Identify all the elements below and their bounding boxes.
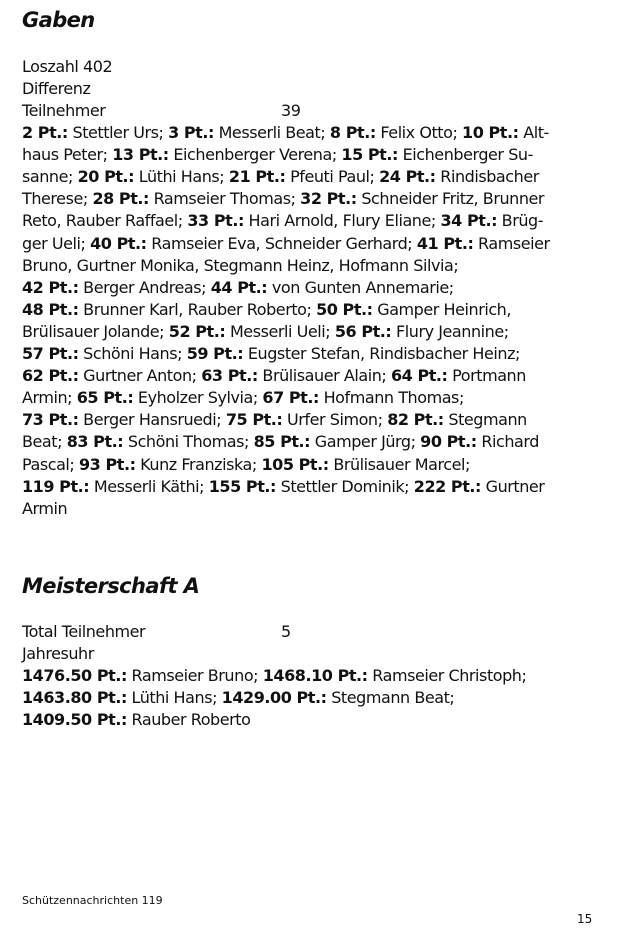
participant-names: Richard [476, 432, 539, 452]
teilnehmer-value: 39 [281, 101, 301, 120]
participant-names: Schöni Hans; [78, 344, 187, 363]
points-label: 62 Pt.: [22, 366, 79, 386]
points-label: 105 Pt.: [261, 454, 329, 474]
points-label: 42 Pt.: [22, 277, 79, 297]
points-label: 40 Pt.: [90, 233, 147, 253]
participant-names: Urfer Simon; [282, 410, 388, 430]
participant-names: Alt- [518, 123, 549, 142]
points-label: 119 Pt.: [22, 476, 90, 496]
points-label: 3 Pt.: [168, 123, 214, 142]
section-heading-meisterschaft: Meisterschaft A [22, 574, 200, 598]
points-label: 1463.80 Pt.: [22, 688, 127, 707]
gaben-result-line [22, 431, 539, 453]
participant-names: haus Peter; [22, 145, 113, 165]
participant-names: Eichenberger Su- [397, 145, 533, 165]
points-label: 32 Pt.: [300, 189, 357, 209]
teilnehmer-line [22, 100, 301, 122]
participant-names: Ramseier Eva, Schneider Gerhard; [146, 233, 417, 253]
participant-names: Hofmann Thomas; [318, 388, 464, 408]
gaben-result-line [22, 166, 539, 188]
points-label: 1476.50 Pt.: [22, 666, 127, 685]
gaben-result-line [22, 299, 511, 321]
participant-names: Brunner Karl, Rauber Roberto; [78, 299, 317, 319]
participant-names: Brülisauer Marcel; [328, 454, 470, 474]
points-label: 1468.10 Pt.: [262, 666, 368, 685]
points-label: 20 Pt.: [77, 167, 135, 187]
points-label: 48 Pt.: [22, 299, 79, 319]
points-label: 59 Pt.: [186, 344, 244, 363]
jahresuhr-line: Jahresuhr [22, 644, 94, 663]
participant-names: sanne; [22, 167, 78, 187]
points-label: 56 Pt.: [334, 321, 392, 341]
points-label: 10 Pt.: [462, 123, 519, 142]
participant-names: Schneider Fritz, Brunner [356, 189, 545, 209]
participant-names: Eichenberger Verena; [168, 145, 342, 165]
gaben-result-line [22, 387, 464, 409]
gaben-result-line [22, 321, 509, 343]
gaben-result-line [22, 454, 470, 476]
participant-names: Messerli Beat; [213, 123, 330, 142]
page-number: 15 [577, 912, 593, 926]
participant-names: Ramseier [473, 233, 550, 253]
gaben-result-line [22, 122, 549, 144]
points-label: 52 Pt.: [168, 321, 226, 341]
participant-names: Berger Andreas; [78, 277, 211, 297]
gaben-result-line [22, 409, 527, 431]
participant-names: Stettler Urs; [67, 123, 169, 142]
points-label: 33 Pt.: [187, 211, 244, 231]
participant-names: Gurtner Anton; [78, 366, 202, 386]
participant-names: Armin; [22, 388, 77, 408]
gaben-result-line [22, 255, 458, 277]
gaben-result-line [22, 365, 526, 387]
gaben-result-line [22, 210, 543, 232]
participant-names: Brülisauer Jolande; [22, 321, 169, 341]
total-teilnehmer-line [22, 621, 291, 643]
points-label: 28 Pt.: [92, 189, 149, 209]
meisterschaft-result-line [22, 709, 250, 731]
participant-names: von Gunten Annemarie; [267, 277, 454, 297]
participant-names: ger Ueli; [22, 233, 91, 253]
participant-names: Eyholzer Sylvia; [133, 388, 263, 408]
gaben-result-line [22, 343, 520, 365]
participant-names: Brüg- [497, 211, 544, 231]
participant-names: Therese; [22, 189, 93, 209]
participant-names: Hari Arnold, Flury Eliane; [243, 211, 441, 231]
participant-names: Ramseier Bruno; [126, 666, 263, 685]
participant-names: Reto, Rauber Raffael; [22, 211, 188, 231]
points-label: 21 Pt.: [228, 167, 286, 187]
loszahl-line: Loszahl 402 [22, 57, 113, 76]
total-teilnehmer-value: 5 [281, 622, 291, 641]
points-label: 1429.00 Pt.: [221, 688, 327, 707]
participant-names: Berger Hansruedi; [78, 410, 226, 430]
points-label: 15 Pt.: [341, 145, 398, 165]
gaben-result-line [22, 277, 454, 299]
participant-names: Ramseier Christoph; [367, 666, 527, 685]
gaben-result-line [22, 188, 544, 210]
participant-names: Lüthi Hans; [134, 167, 229, 187]
participant-names: Pascal; [22, 454, 79, 474]
participant-names: Ramseier Thomas; [148, 189, 301, 209]
points-label: 8 Pt.: [329, 123, 376, 142]
points-label: 90 Pt.: [420, 432, 477, 452]
points-label: 155 Pt.: [208, 476, 276, 496]
participant-names: Stegmann Beat; [326, 688, 455, 707]
points-label: 44 Pt.: [210, 277, 268, 297]
points-label: 63 Pt.: [201, 366, 258, 386]
differenz-line: Differenz [22, 79, 91, 98]
points-label: 67 Pt.: [262, 388, 319, 408]
participant-names: Felix Otto; [375, 123, 463, 142]
points-label: 93 Pt.: [79, 454, 136, 474]
participant-names: Flury Jeannine; [391, 321, 509, 341]
participant-names: Stettler Dominik; [275, 476, 414, 496]
points-label: 65 Pt.: [76, 388, 134, 408]
participant-names: Stegmann [443, 410, 527, 430]
points-label: 2 Pt.: [22, 123, 68, 142]
participant-names: Portmann [447, 366, 526, 386]
teilnehmer-label: Teilnehmer [22, 101, 106, 120]
participant-names: Bruno, Gurtner Monika, Stegmann Heinz, Hofmann Silvia; [22, 255, 459, 275]
points-label: 73 Pt.: [22, 410, 79, 430]
participant-names: Messerli Ueli; [225, 321, 335, 341]
points-label: 57 Pt.: [22, 344, 79, 363]
points-label: 82 Pt.: [387, 410, 444, 430]
points-label: 64 Pt.: [390, 366, 448, 386]
participant-names: Armin [22, 498, 68, 518]
points-label: 85 Pt.: [253, 432, 311, 452]
points-label: 24 Pt.: [379, 167, 436, 187]
meisterschaft-result-line [22, 687, 454, 709]
participant-names: Rauber Roberto [126, 710, 251, 729]
participant-names: Messerli Käthi; [89, 476, 209, 496]
points-label: 13 Pt.: [112, 145, 169, 165]
participant-names: Beat; [22, 432, 67, 452]
gaben-result-line [22, 476, 544, 498]
participant-names: Gurtner [481, 476, 545, 496]
meisterschaft-result-line [22, 665, 526, 687]
gaben-result-line [22, 498, 67, 520]
points-label: 75 Pt.: [225, 410, 283, 430]
total-teilnehmer-label: Total Teilnehmer [22, 622, 146, 641]
points-label: 1409.50 Pt.: [22, 710, 127, 729]
participant-names: Brülisauer Alain; [257, 366, 391, 386]
section-heading-gaben: Gaben [22, 8, 95, 32]
points-label: 222 Pt.: [413, 476, 481, 496]
participant-names: Pfeuti Paul; [285, 167, 380, 187]
points-label: 83 Pt.: [66, 432, 124, 452]
participant-names: Schöni Thomas; [123, 432, 254, 452]
participant-names: Gamper Jürg; [310, 432, 421, 452]
participant-names: Rindisbacher [435, 167, 539, 187]
participant-names: Eugster Stefan, Rindisbacher Heinz; [243, 344, 520, 363]
gaben-result-line [22, 233, 550, 255]
gaben-result-line [22, 144, 533, 166]
participant-names: Kunz Franziska; [135, 454, 262, 474]
points-label: 34 Pt.: [440, 211, 498, 231]
participant-names: Lüthi Hans; [126, 688, 222, 707]
participant-names: Gamper Heinrich, [372, 299, 512, 319]
points-label: 50 Pt.: [316, 299, 373, 319]
points-label: 41 Pt.: [416, 233, 474, 253]
publication-footer: Schützennachrichten 119 [22, 894, 163, 907]
